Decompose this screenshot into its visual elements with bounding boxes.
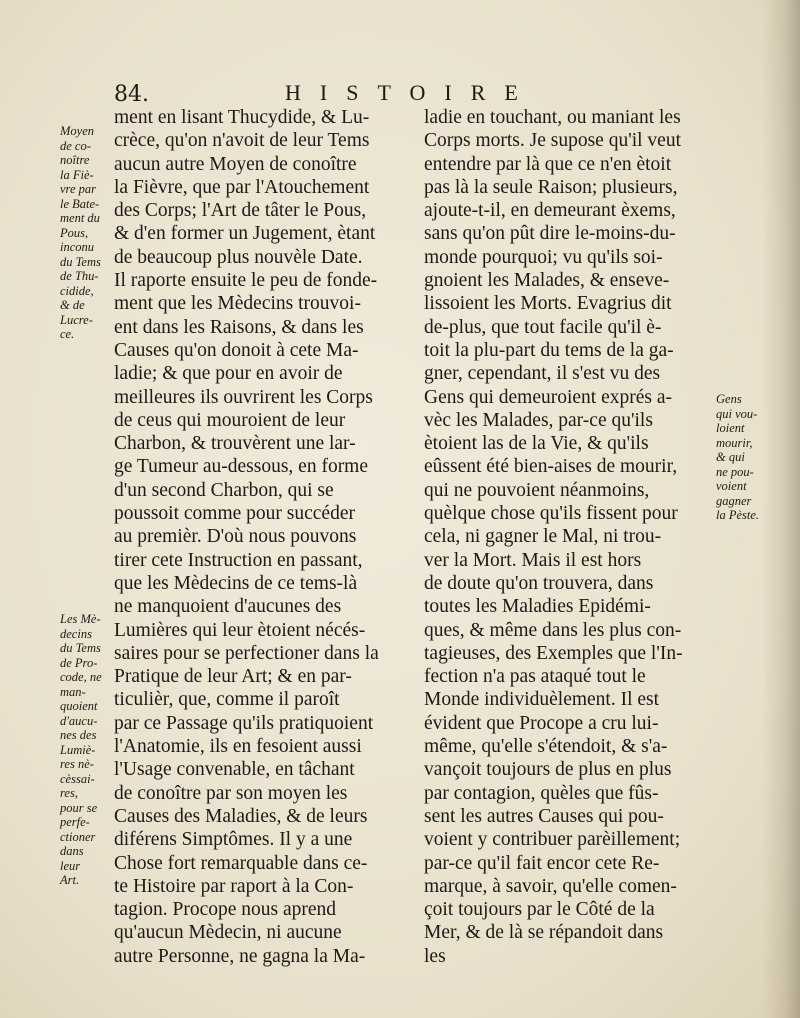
text-line: que les Mèdecins de ce tems-là [114, 572, 358, 594]
text-line: Pratique de leur Art; & en par- [114, 666, 352, 688]
text-line: d'un second Charbon, qui se [114, 479, 334, 501]
text-line: de beaucoup plus nouvèle Date. [114, 246, 363, 268]
text-line: sans qu'on pût dire le-moins-du- [424, 223, 676, 245]
margin-note-line: ctioner [60, 829, 96, 844]
text-line: qui ne pouvoient néanmoins, [424, 479, 650, 501]
margin-note-line: ment du [60, 211, 100, 225]
text-line: toutes les Maladies Epidémi- [424, 596, 651, 618]
text-line: pas là la seule Raison; plusieurs, [424, 176, 678, 198]
margin-note-line: cèssai- [60, 771, 95, 786]
margin-note-line: vre par [60, 182, 96, 196]
margin-note-line: res, [60, 786, 78, 800]
margin-note-medecins [60, 612, 116, 888]
text-line: diférens Simptômes. Il y a une [114, 829, 353, 851]
text-line: l'Usage convenable, en tâchant [114, 759, 355, 781]
text-line: ques, & même dans les plus con- [424, 619, 682, 641]
margin-note-line: du Tems [60, 641, 101, 655]
margin-note-line: leur [60, 858, 81, 873]
text-line: lissoient les Morts. Evagrius dit [424, 293, 672, 315]
margin-note-line: le Bate- [60, 196, 100, 211]
margin-note-line: du Tems [60, 254, 101, 269]
text-line: gner, cependant, il s'est vu des [424, 363, 661, 385]
text-line: tagion. Procope nous aprend [114, 899, 337, 921]
margin-note-line: de co- [60, 138, 91, 153]
text-line: Charbon, & trouvèrent une lar- [114, 433, 356, 455]
text-line: ladie en touchant, ou maniant les [424, 107, 681, 128]
margin-note-line: man- [60, 684, 86, 699]
margin-note-line: gagner [716, 493, 752, 508]
margin-note-line: la Fiè- [60, 167, 94, 182]
text-line: évident que Procope a cru lui- [424, 712, 659, 734]
margin-note-line: de Thu- [60, 269, 99, 283]
text-line: poussoit comme pour succéder [114, 503, 355, 525]
text-line: autre Personne, ne gagna la Ma- [114, 945, 366, 967]
text-line: tirer cete Instruction en passant, [114, 549, 363, 571]
text-line: ticulièr, que, comme il paroît [114, 689, 340, 711]
text-line: au premièr. D'où nous pouvons [114, 526, 357, 548]
text-line: de ceus qui mouroient de leur [114, 409, 346, 431]
margin-note-line: Les Mè- [60, 612, 101, 626]
margin-note-line: Art. [60, 873, 80, 887]
text-line: Gens qui demeuroient exprés a- [424, 386, 672, 408]
margin-note-line: & qui [716, 450, 745, 464]
text-line: sent les autres Causes qui pou- [424, 805, 664, 827]
text-line: vèc les Malades, par-ce qu'ils [424, 409, 653, 431]
margin-note-line: nes des [60, 728, 97, 742]
margin-note-line: decins [60, 626, 92, 641]
text-line: saires pour se perfectioner dans la [114, 642, 379, 664]
margin-note-line: dans [60, 844, 84, 858]
margin-note-line: quoient [60, 699, 98, 713]
text-line: Causes qu'on donoit à cete Ma- [114, 339, 359, 361]
text-line: aucun autre Moyen de conoître [114, 153, 357, 175]
page-number: 84. [114, 82, 149, 107]
text-line: toit la plu-part du tems de la ga- [424, 339, 674, 361]
margin-note-line: loient [716, 421, 745, 435]
margin-note-moyen [60, 124, 116, 342]
text-line: de-plus, que tout facile qu'il è- [424, 316, 662, 338]
margin-note-line: ce. [60, 327, 75, 341]
running-title: HISTOIRE [285, 80, 537, 105]
text-line: Causes des Maladies, & de leurs [114, 805, 368, 827]
text-line: vançoit toujours de plus en plus [424, 759, 672, 781]
text-line: quèlque chose qu'ils fissent pour [424, 503, 678, 525]
margin-note-line: qui vou- [716, 406, 758, 421]
margin-note-line: Lucre- [60, 312, 93, 327]
text-line: monde pourquoi; vu qu'ils soi- [424, 246, 663, 268]
text-line: ètoient las de la Vie, & qu'ils [424, 433, 649, 455]
text-line: des Corps; l'Art de tâter le Pous, [114, 200, 367, 222]
text-line: même, qu'elle s'étendoit, & s'a- [424, 736, 668, 758]
margin-note-line: mourir, [716, 435, 753, 450]
text-line: crèce, qu'on n'avoit de leur Tems [114, 130, 370, 152]
margin-note-line: cidide, [60, 283, 94, 298]
text-line: qu'aucun Mèdecin, ni aucune [114, 922, 342, 944]
margin-note-line: & de [60, 298, 85, 312]
text-line: Il raporte ensuite le peu de fonde- [114, 270, 378, 292]
text-line: Lumières qui leur ètoient nécés- [114, 619, 366, 641]
text-line: cela, ni gagner le Mal, ni trou- [424, 526, 662, 548]
text-line: fection n'a pas ataqué tout le [424, 666, 646, 688]
text-line: par contagion, quèles que fûs- [424, 782, 659, 804]
margin-note-line: voient [716, 479, 747, 493]
text-line: Monde individuèlement. Il est [424, 689, 660, 711]
text-line: voient y contribuer parèillement; [424, 829, 681, 851]
text-line: ver la Mort. Mais il est hors [424, 549, 642, 571]
text-line: meilleures ils ouvrirent les Corps [114, 386, 373, 408]
text-line: la Fièvre, que par l'Atouchement [114, 176, 370, 198]
margin-note-line: Moyen [60, 124, 95, 138]
text-line: les [424, 945, 446, 967]
text-line: de conoître par son moyen les [114, 782, 348, 804]
text-line: ent dans les Raisons, & dans les [114, 316, 364, 338]
text-line: par ce Passage qu'ils pratiquoient [114, 712, 374, 734]
margin-note-line: inconu [60, 240, 95, 254]
text-line: entendre par là que ce n'en ètoit [424, 153, 672, 175]
text-line: ne manquoient d'aucunes des [114, 596, 342, 618]
right-text-column [424, 106, 714, 968]
text-line: Mer, & de là se répandoit dans [424, 922, 664, 944]
text-line: gnoient les Malades, & enseve- [424, 270, 670, 292]
text-line: ladie; & que pour en avoir de [114, 363, 343, 385]
text-line: ment que les Mèdecins trouvoi- [114, 293, 361, 315]
text-line: Corps morts. Je supose qu'il veut [424, 130, 682, 152]
text-line: ment en lisant Thucydide, & Lu- [114, 107, 370, 128]
text-line: par-ce qu'il fait encor cete Re- [424, 852, 660, 874]
text-line: tagieuses, des Exemples que l'In- [424, 642, 683, 664]
margin-note-line: la Pèste. [716, 508, 760, 522]
text-line: ge Tumeur au-dessous, en forme [114, 456, 369, 478]
margin-note-line: Lumiè- [60, 742, 96, 757]
text-line: çoit toujours par le Côté de la [424, 899, 655, 921]
page-header [0, 76, 800, 110]
margin-note-line: perfe- [60, 815, 90, 829]
text-line: de doute qu'on trouvera, dans [424, 572, 654, 594]
text-line: l'Anatomie, ils en fesoient aussi [114, 736, 362, 758]
margin-note-line: d'aucu- [60, 713, 98, 728]
text-line: & d'en former un Jugement, ètant [114, 223, 376, 245]
margin-note-line: Pous, [60, 225, 89, 240]
text-line: marque, à savoir, qu'elle comen- [424, 875, 677, 897]
margin-note-line: noître [60, 153, 90, 167]
margin-note-line: res nè- [60, 757, 94, 771]
margin-note-line: pour se [60, 800, 98, 815]
text-line: ajoute-t-il, en demeurant èxems, [424, 200, 676, 222]
text-line: eûssent été bien-aises de mourir, [424, 456, 678, 478]
margin-note-line: Gens [716, 392, 742, 406]
margin-note-line: code, ne [60, 670, 102, 684]
margin-note-gens [716, 392, 776, 523]
margin-note-line: de Pro- [60, 655, 98, 670]
left-text-column [114, 106, 414, 968]
text-line: te Histoire par raport à la Con- [114, 875, 354, 897]
margin-note-line: ne pou- [716, 464, 754, 479]
text-line: Chose fort remarquable dans ce- [114, 852, 368, 874]
